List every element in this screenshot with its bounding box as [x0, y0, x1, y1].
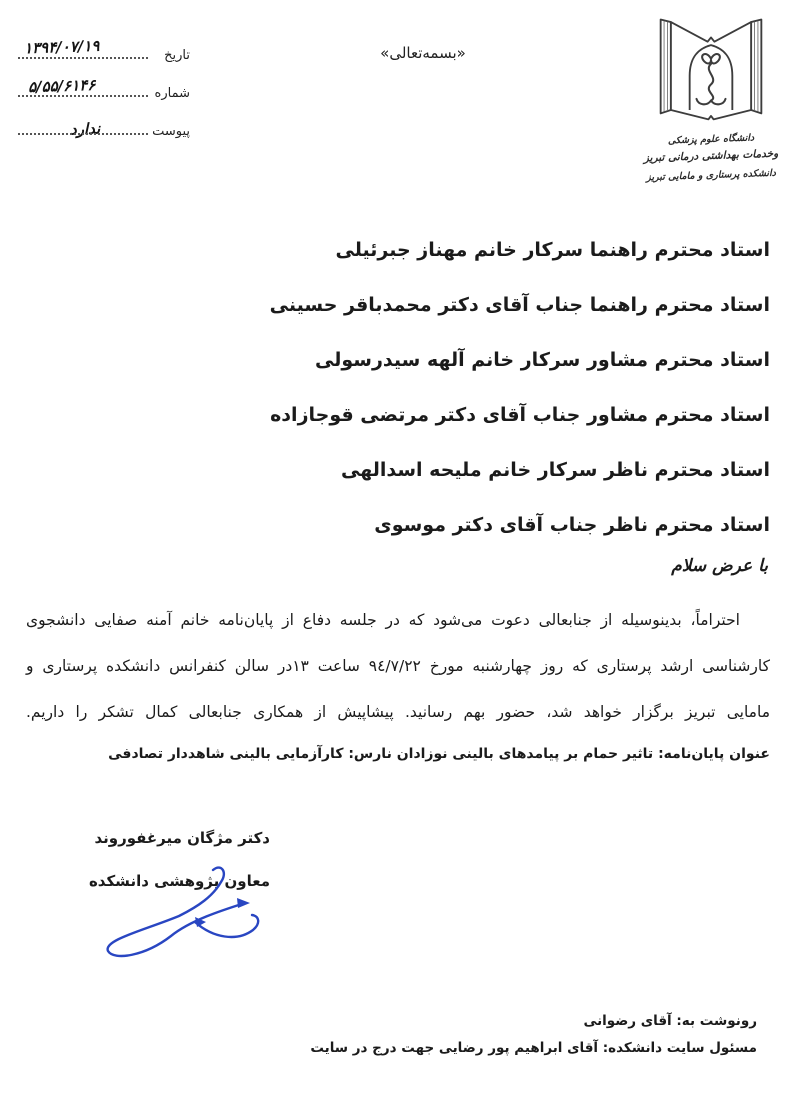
dotted-line: [18, 57, 148, 59]
body-line: مامایی تبریز برگزار خواهد شد، حضور بهم رسانید. پیشاپیش از همکاری جنابعالی کمال تشکر را داریم.: [26, 703, 770, 721]
greeting-text: با عرض سلام: [671, 556, 768, 576]
recipient-line: استاد محترم ناظر جناب آقای دکتر موسوی: [374, 514, 770, 536]
attachment-label: پیوست: [152, 124, 190, 139]
body-line: کارشناسی ارشد پرستاری که روز چهارشنبه مورخ ٩٤/٧/٢٢ ساعت ۱۳در سالن کنفرانس دانشکده پرستاری و: [26, 657, 771, 675]
logo-text-line3: دانشکده پرستاری و مامایی تبریز: [645, 167, 777, 184]
number-row: [18, 74, 190, 104]
header-fields: [18, 36, 190, 150]
signer-title: معاون پژوهشی دانشکده: [88, 872, 270, 890]
recipient-line: استاد محترم مشاور جناب آقای دکتر مرتضی قوجازاده: [270, 404, 770, 426]
number-label: شماره: [154, 86, 190, 101]
date-label: تاریخ: [164, 48, 190, 63]
university-logo: [628, 12, 794, 185]
besmele-text: «بسمه‌تعالی»: [380, 44, 466, 62]
recipient-line: استاد محترم راهنما سرکار خانم مهناز جبرئیلی: [335, 239, 770, 261]
recipient-line: استاد محترم راهنما جناب آقای دکتر محمدباقر حسینی: [269, 294, 770, 316]
dotted-line: [18, 133, 148, 135]
footer-block: [310, 1012, 757, 1066]
signer-name: دکتر مژگان میرغفوروند: [94, 829, 270, 847]
body-line: احتراماً، بدینوسیله از جنابعالی دعوت می‌شود که در جلسه دفاع از پایان‌نامه خانم آمنه صفایی دانشجوی: [26, 611, 740, 629]
attachment-handwritten-value: ندارد: [69, 119, 101, 139]
dotted-line: [18, 95, 148, 97]
handwritten-signature-icon: [88, 866, 295, 961]
open-book-emblem-icon: [647, 12, 775, 132]
recipients-list: [26, 236, 770, 566]
letter-body: [26, 597, 770, 769]
recipient-line: استاد محترم ناظر سرکار خانم ملیحه اسدالهی: [340, 459, 770, 481]
logo-text-line2: وخدمات بهداشتی درمانی تبریز: [643, 147, 779, 165]
site-responsible-line: مسئول سایت دانشکده: آقای ابراهیم پور رضایی جهت درج در سایت: [310, 1040, 757, 1056]
logo-text-line1: دانشگاه علوم پزشکی: [667, 132, 755, 147]
number-handwritten-value: ۵/۵۵/۶۱۴۶: [27, 75, 96, 97]
recipient-line: استاد محترم مشاور سرکار خانم آلهه سیدرسولی: [315, 349, 770, 371]
date-row: [18, 36, 190, 66]
attachment-row: [18, 112, 190, 142]
cc-line: رونوشت به: آقای رضوانی: [583, 1013, 757, 1029]
thesis-title-line: عنوان پایان‌نامه: تاثیر حمام بر پیامدهای بالینی نوزادان نارس: کارآزمایی بالینی شاهددار تصادفی: [108, 746, 770, 762]
date-handwritten-value: ۱۳۹۴/۰۷/۱۹: [23, 36, 100, 58]
